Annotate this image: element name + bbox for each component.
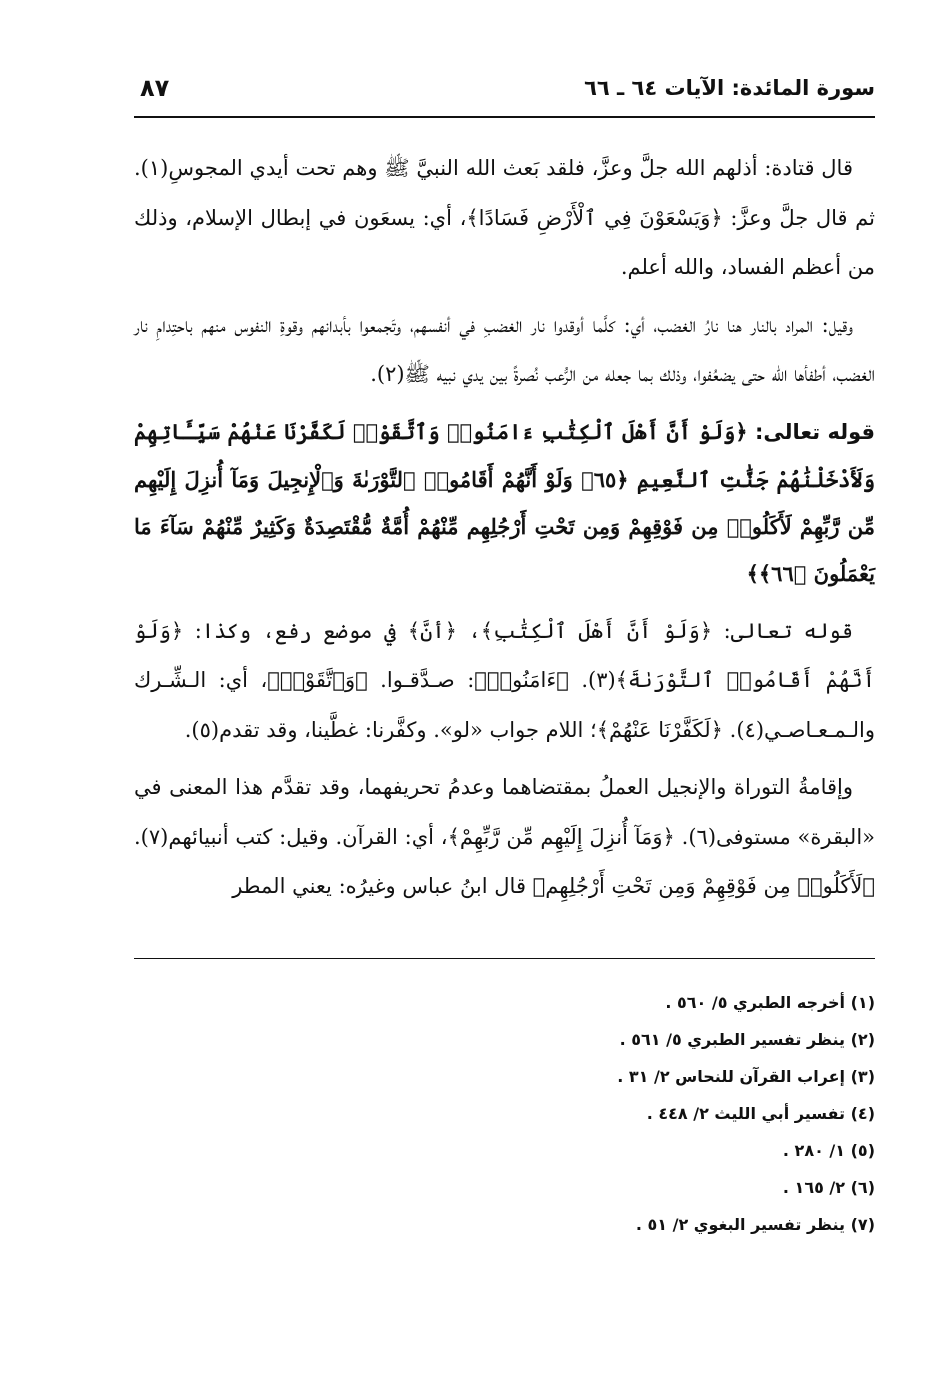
main-text xyxy=(134,144,875,920)
paragraph-commentary-1: قوله تعالى: ﴿وَلَوْ أَنَّ أَهْلَ ٱلْكِتَٰبِ﴾، ﴿أنَّ﴾ في موضع رفع، وكذا: ﴿وَلَوْ أَنَّهُمْ أَقَامُوا۟ ٱلتَّوْرَىٰةَ﴾(٣). ﴿ءَامَنُوا۟﴾: صـدَّقـوا. ﴿وَٱتَّقَوْا۟﴾، أي: الـشِّـرك والـمـعـاصـي(٤). ﴿لَكَفَّرْنَا عَنْهُمْ﴾؛ اللام جواب «لو». وكفَّرنا: غطَّينا، وقد تقدم(٥). xyxy=(134,618,875,742)
paragraph-qatada: قال قتادة: أذلهم الله جلَّ وعزَّ، فلقد بَعث الله النبيَّ ﷺ وهم تحت أيدي المجوسِ(١). ثم قال جلَّ وعزَّ: ﴿وَيَسْعَوْنَ فِي ٱلْأَرْضِ فَسَادًا﴾، أي: يسعَون في إبطال الإسلام، وذلك من أعظم الفساد، والله أعلم. xyxy=(134,156,875,279)
footnote-1: (١) أخرجه الطبري ٥/ ٥٦٠ . xyxy=(665,993,875,1012)
footnote-6: (٦) ٢/ ١٦٥ . xyxy=(782,1178,875,1197)
verse-text: ﴿وَلَوْ أَنَّ أَهْلَ ٱلْكِتَٰبِ ءَامَنُوا۟ وَٱتَّقَوْا۟ لَكَفَّرْنَا عَنْهُمْ سَيِّـَٔاتِهِمْ وَلَأَدْخَلْنَٰهُمْ جَنَّٰتِ ٱلنَّعِيمِ ﴿٦٥﴾ وَلَوْ أَنَّهُمْ أَقَامُوا۟ ٱلتَّوْرَىٰةَ وَٱلْإِنجِيلَ وَمَآ أُنزِلَ إِلَيْهِم مِّن رَّبِّهِمْ لَأَكَلُوا۟ مِن فَوْقِهِمْ وَمِن تَحْتِ أَرْجُلِهِم مِّنْهُمْ أُمَّةٌ مُّقْتَصِدَةٌ وَكَثِيرٌ مِّنْهُمْ سَآءَ مَا يَعْمَلُونَ ﴿٦٦﴾﴾ xyxy=(134,418,875,586)
footnote-rule xyxy=(134,958,875,959)
running-head: سورة المائدة: الآيات ٦٤ ـ ٦٦ xyxy=(584,76,875,100)
footnote-5: (٥) ١/ ٢٨٠ . xyxy=(782,1141,875,1160)
header-rule xyxy=(134,116,875,118)
page-number: ٨٧ xyxy=(140,74,170,102)
footnotes-list xyxy=(134,984,875,1243)
paragraph-commentary-2: وإقامةُ التوراة والإنجيل العملُ بمقتضاهما وعدمُ تحريفهما، وقد تقدَّم هذا المعنى في «البقرة» مستوفى(٦). ﴿وَمَآ أُنزِلَ إِلَيْهِم مِّن رَّبِّهِمْ﴾، أي: القرآن. وقيل: كتب أنبيائهم(٧). ﴿لَأَكَلُوا۟ مِن فَوْقِهِمْ وَمِن تَحْتِ أَرْجُلِهِم﴾ قال ابنُ عباس وغيرُه: يعني المطر xyxy=(134,775,876,898)
page-header xyxy=(134,68,875,114)
footnote-4: (٤) تفسير أبي الليث ٢/ ٤٤٨ . xyxy=(646,1104,875,1123)
footnote-3: (٣) إعراب القرآن للنحاس ٢/ ٣١ . xyxy=(617,1067,875,1086)
footnote-7: (٧) ينظر تفسير البغوي ٢/ ٥١ . xyxy=(635,1215,875,1234)
paragraph-fire-of-anger: وقيل: المراد بالنار هنا نارُ الغضب، أي: كلَّما أوقدوا نار الغضبِ في أنفسهم، وتَجمعوا بأبدانهم وقوةِ النفوس منهم باحتِدامِ نار الغضب، أطفأها الله حتى يضعُفوا، وذلك بما جعله من الرُّعب نُصرةً بين يدي نبيه ﷺ(٢). xyxy=(134,312,875,386)
quran-verse-block xyxy=(134,408,875,597)
footnote-2: (٢) ينظر تفسير الطبري ٥/ ٥٦١ . xyxy=(619,1030,875,1049)
verse-label: قوله تعالى: xyxy=(754,419,875,444)
